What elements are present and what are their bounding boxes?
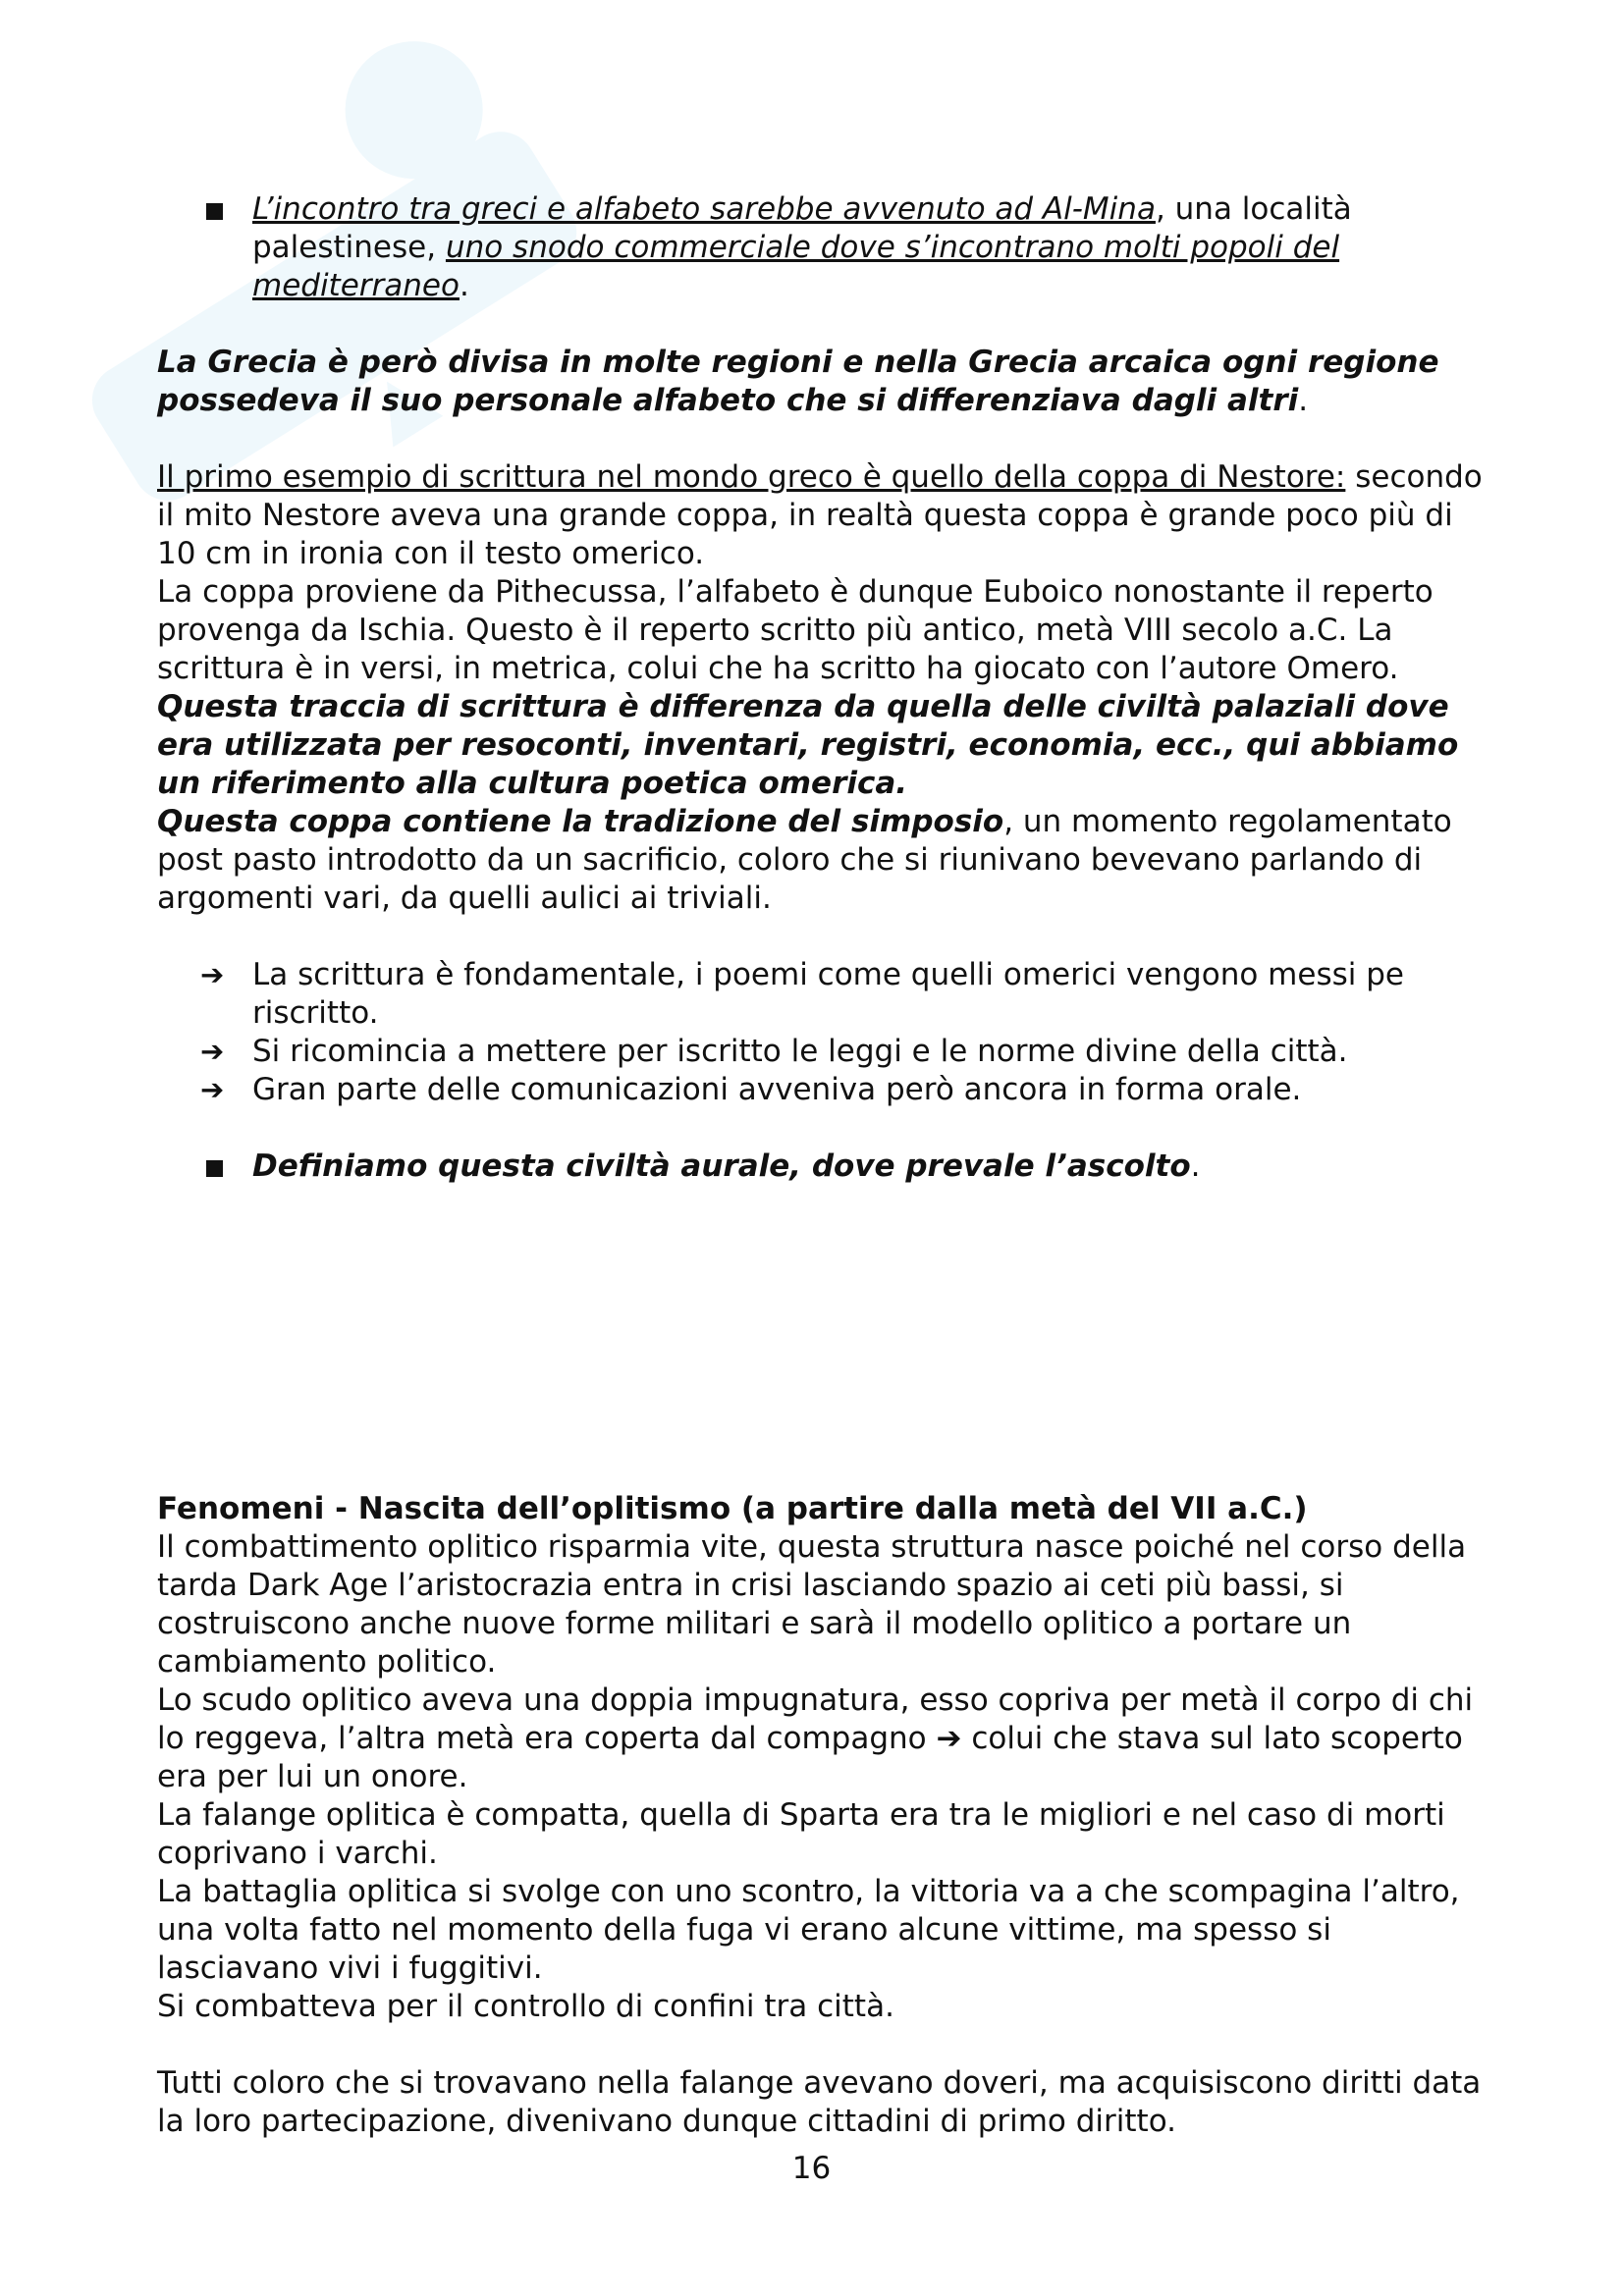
arrow-right-icon: ➔: [200, 1073, 225, 1106]
arrow-item-text: Si ricomincia a mettere per iscritto le leggi e le norme divine della città.: [252, 1034, 1348, 1069]
square-bullet-icon: [206, 1160, 223, 1177]
paragraph-palatial-civilization: Questa traccia di scrittura è differenza da quella delle civiltà palaziali dove era utilizzata per resoconti, inventari, registri, economia, ecc., qui abbiamo un riferimento alla cultura poetica omerica.: [157, 689, 1459, 801]
shield-text-b: colui che stava sul lato scoperto era per lui un onore.: [157, 1721, 1463, 1794]
paragraph-nestor-cup: [157, 458, 1483, 573]
paragraph-symposium: [157, 803, 1483, 918]
paragraph-borders: Si combatteva per il controllo di confini tra città.: [157, 1989, 894, 2024]
symposium-text: , un momento regolamentato post pasto introdotto da un sacrificio, coloro che si riunivano bevevano parlando di argomenti vari, da quelli aulici ai triviali.: [157, 804, 1452, 916]
symposium-bold: Questa coppa contiene la tradizione del simposio: [157, 804, 1004, 839]
arrow-right-icon: ➔: [200, 958, 225, 991]
arrow-bullet-item: [157, 956, 1483, 1033]
commercial-node-phrase: uno snodo commerciale dove s’incontrano molti popoli del mediterraneo: [252, 230, 1340, 303]
square-bullet-item: [157, 190, 1483, 305]
arrow-item-text: Gran parte delle comunicazioni avveniva però ancora in forma orale.: [252, 1072, 1302, 1107]
aural-civilization-bold: Definiamo questa civiltà aurale, dove prevale l’ascolto: [252, 1148, 1191, 1184]
al-mina-phrase: L’incontro tra greci e alfabeto sarebbe avvenuto ad Al-Mina: [252, 191, 1156, 227]
paragraph-hoplite-shield: [157, 1682, 1483, 1796]
greek-regions-bold: La Grecia è però divisa in molte regioni e nella Grecia arcaica ogni regione possedeva il suo personale alfabeto che si differenziava dagli altri: [157, 345, 1439, 418]
bullet-text-aural: [252, 1148, 1483, 1186]
bullet-text-al-mina: [252, 190, 1483, 305]
arrow-item-text: La scrittura è fondamentale, i poemi come quelli omerici vengono messi pe riscritto.: [252, 957, 1404, 1031]
nestor-cup-underlined: Il primo esempio di scrittura nel mondo greco è quello della coppa di Nestore:: [157, 459, 1346, 495]
arrow-bullet-item: [157, 1033, 1483, 1071]
paragraph-battle: La battaglia oplitica si svolge con uno scontro, la vittoria va a che scompagina l’altro, una volta fatto nel momento della fuga vi erano alcune vittime, ma spesso si lasciavano vivi i fuggitivi.: [157, 1874, 1460, 1986]
arrow-bullet-item: [157, 1071, 1483, 1109]
bullet-period: .: [1190, 1148, 1201, 1184]
paragraph-pithecussa: La coppa proviene da Pithecussa, l’alfabeto è dunque Euboico nonostante il reperto provenga da Ischia. Questo è il reperto scritto più antico, metà VIII secolo a.C. La scrittura è in versi, in metrica, colui che ha scritto ha giocato con l’autore Omero.: [157, 574, 1434, 686]
greek-regions-period: .: [1298, 383, 1309, 418]
page-number: 16: [791, 2151, 832, 2186]
square-bullet-item: [157, 1148, 1483, 1186]
document-body: [157, 190, 1483, 2141]
section-heading: Fenomeni - Nascita dell’oplitismo (a partire dalla metà del VII a.C.): [157, 1491, 1308, 1526]
shield-text-a: Lo scudo oplitico aveva una doppia impugnatura, esso copriva per metà il corpo di chi lo reggeva, l’altra metà era coperta dal compagno: [157, 1682, 1474, 1756]
paragraph-hoplite-combat: Il combattimento oplitico risparmia vite, questa struttura nasce poiché nel corso della tarda Dark Age l’aristocrazia entra in crisi lasciando spazio ai ceti più bassi, si costruiscono anche nuove forme militari e sarà il modello oplitico a portare un cambiamento politico.: [157, 1529, 1467, 1680]
nestor-cup-text: secondo il mito Nestore aveva una grande coppa, in realtà questa coppa è grande poco più di 10 cm in ironia con il testo omerico.: [157, 459, 1483, 571]
paragraph-greek-regions: [157, 344, 1483, 420]
al-mina-location: , una località palestinese,: [252, 191, 1352, 265]
bullet-period: .: [459, 268, 469, 303]
inline-arrow-icon: ➔: [936, 1721, 962, 1756]
paragraph-citizenship: Tutti coloro che si trovavano nella falange avevano doveri, ma acquisiscono diritti data la loro partecipazione, divenivano dunque cittadini di primo diritto.: [157, 2065, 1482, 2139]
square-bullet-icon: [206, 203, 223, 220]
arrow-right-icon: ➔: [200, 1035, 225, 1068]
paragraph-phalanx: La falange oplitica è compatta, quella di Sparta era tra le migliori e nel caso di morti coprivano i varchi.: [157, 1797, 1445, 1871]
